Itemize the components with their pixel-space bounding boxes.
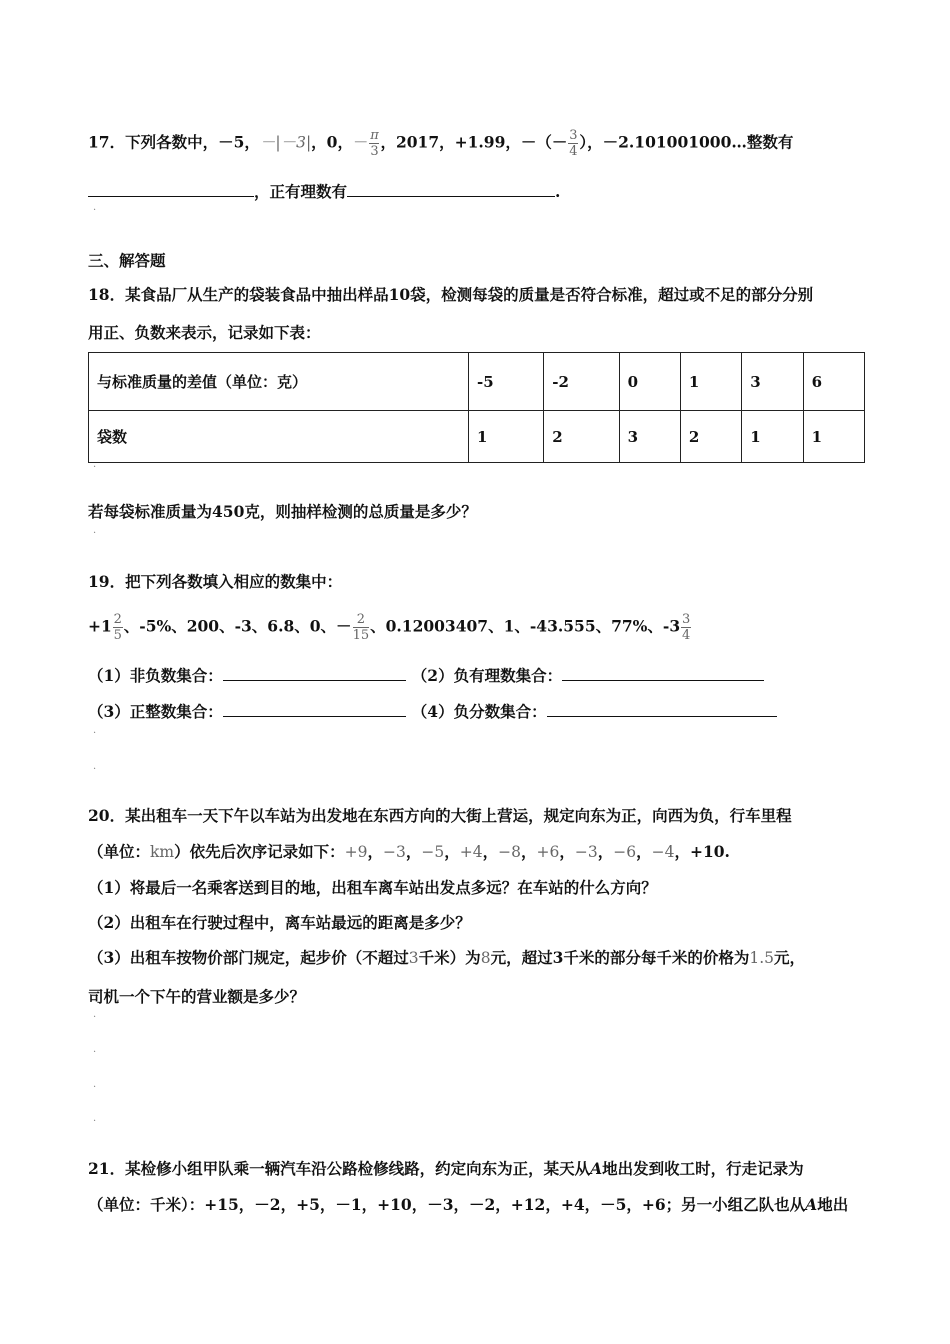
q20-line2: （单位：km）依先后次序记录如下：+9，−3，−5，+4，−8，+6，−3，−6，−4，+10. bbox=[88, 842, 730, 861]
table-header-cell: 与标准质量的差值（单位：克） bbox=[89, 353, 469, 411]
table-header-cell: 袋数 bbox=[89, 411, 469, 463]
table-row bbox=[89, 353, 865, 411]
fraction: $\frac{3}{4}$ bbox=[681, 612, 691, 643]
q21-line1: 21．某检修小组甲队乘一辆汽车沿公路检修线路，约定向东为正，某天从A地出发到收工时，行走记录为 bbox=[88, 1159, 804, 1178]
q19-title: 19．把下列各数填入相应的数集中： bbox=[88, 572, 343, 591]
q18-question: 若每袋标准质量为450克，则抽样检测的总质量是多少？ bbox=[88, 502, 477, 521]
q20-line1: 20．某出租车一天下午以车站为出发地在东西方向的大街上营运，规定向东为正，向西为负，行车里程 bbox=[88, 806, 792, 825]
q21-line2: （单位：千米）：+15，－2，+5，－1，+10，－3，－2，+12，+4，－5，+6；另一小组乙队也从A地出 bbox=[88, 1195, 849, 1214]
answer-blank-integers[interactable] bbox=[88, 180, 254, 197]
q19-sets-row2: （3）正整数集合： （4）负分数集合： bbox=[88, 700, 777, 724]
q19-sets-row1: （1）非负数集合： （2）负有理数集合： bbox=[88, 664, 764, 688]
q20-part3-line2: 司机一个下午的营业额是多少？ bbox=[88, 987, 306, 1006]
table-cell: 2 bbox=[680, 411, 741, 463]
q19-number-list: +1 $\frac{2}{5}$ 、-5%、200、-3、6.8、0、－ $\frac{2}{15}$ 、0.12003407、1、-43.555、77%、-3 $\frac{3}{4}$ bbox=[88, 612, 691, 643]
table-cell: 1 bbox=[803, 411, 864, 463]
answer-blank-rationals[interactable] bbox=[347, 180, 555, 197]
table-cell: 3 bbox=[619, 411, 680, 463]
data-table bbox=[88, 352, 865, 463]
q17-line2: ，正有理数有 . bbox=[88, 180, 560, 204]
table-cell: 1 bbox=[469, 411, 544, 463]
table-cell: 2 bbox=[544, 411, 619, 463]
answer-blank-nonnegative[interactable] bbox=[223, 664, 406, 681]
q18-line1: 18．某食品厂从生产的袋装食品中抽出样品10袋，检测每袋的质量是否符合标准，超过或不足的部分分别 bbox=[88, 285, 814, 304]
answer-blank-negative-rational[interactable] bbox=[562, 664, 764, 681]
table-cell: -2 bbox=[544, 353, 619, 411]
table-cell: 3 bbox=[742, 353, 803, 411]
q20-part1: （1）将最后一名乘客送到目的地，出租车离车站出发点多远？在车站的什么方向？ bbox=[88, 878, 657, 897]
table-row bbox=[89, 411, 865, 463]
table-cell: 6 bbox=[803, 353, 864, 411]
answer-blank-negative-fraction[interactable] bbox=[547, 700, 777, 717]
answer-blank-positive-integer[interactable] bbox=[223, 700, 406, 717]
table-cell: 1 bbox=[742, 411, 803, 463]
pi-fraction: $\frac{\pi}{3}$ bbox=[370, 128, 379, 159]
q17-line1: 17．下列各数中，－5，－|－3|，0，－ $\frac{\pi}{3}$ ，2017，+1.99，－（－ $\frac{3}{4}$ ），－2.101001000…整数有 bbox=[88, 128, 794, 159]
three-quarters-fraction: $\frac{3}{4}$ bbox=[569, 128, 578, 159]
fraction: $\frac{2}{5}$ bbox=[113, 612, 122, 643]
table-cell: 0 bbox=[619, 353, 680, 411]
table-cell: 1 bbox=[680, 353, 741, 411]
section-title: 三、解答题 bbox=[88, 251, 166, 270]
abs-expression: －|－3| bbox=[259, 133, 312, 152]
q17-text: 17．下列各数中，－5， bbox=[88, 132, 260, 152]
q18-line2: 用正、负数来表示，记录如下表： bbox=[88, 323, 321, 342]
table-cell: -5 bbox=[469, 353, 544, 411]
q20-part3: （3）出租车按物价部门规定，起步价（不超过3千米）为8元，超过3千米的部分每千米的价格为1.5元， bbox=[88, 948, 806, 967]
unit-km: km bbox=[150, 843, 175, 861]
fraction: $\frac{2}{15}$ bbox=[352, 612, 370, 643]
q20-part2: （2）出租车在行驶过程中，离车站最远的距离是多少？ bbox=[88, 913, 471, 932]
